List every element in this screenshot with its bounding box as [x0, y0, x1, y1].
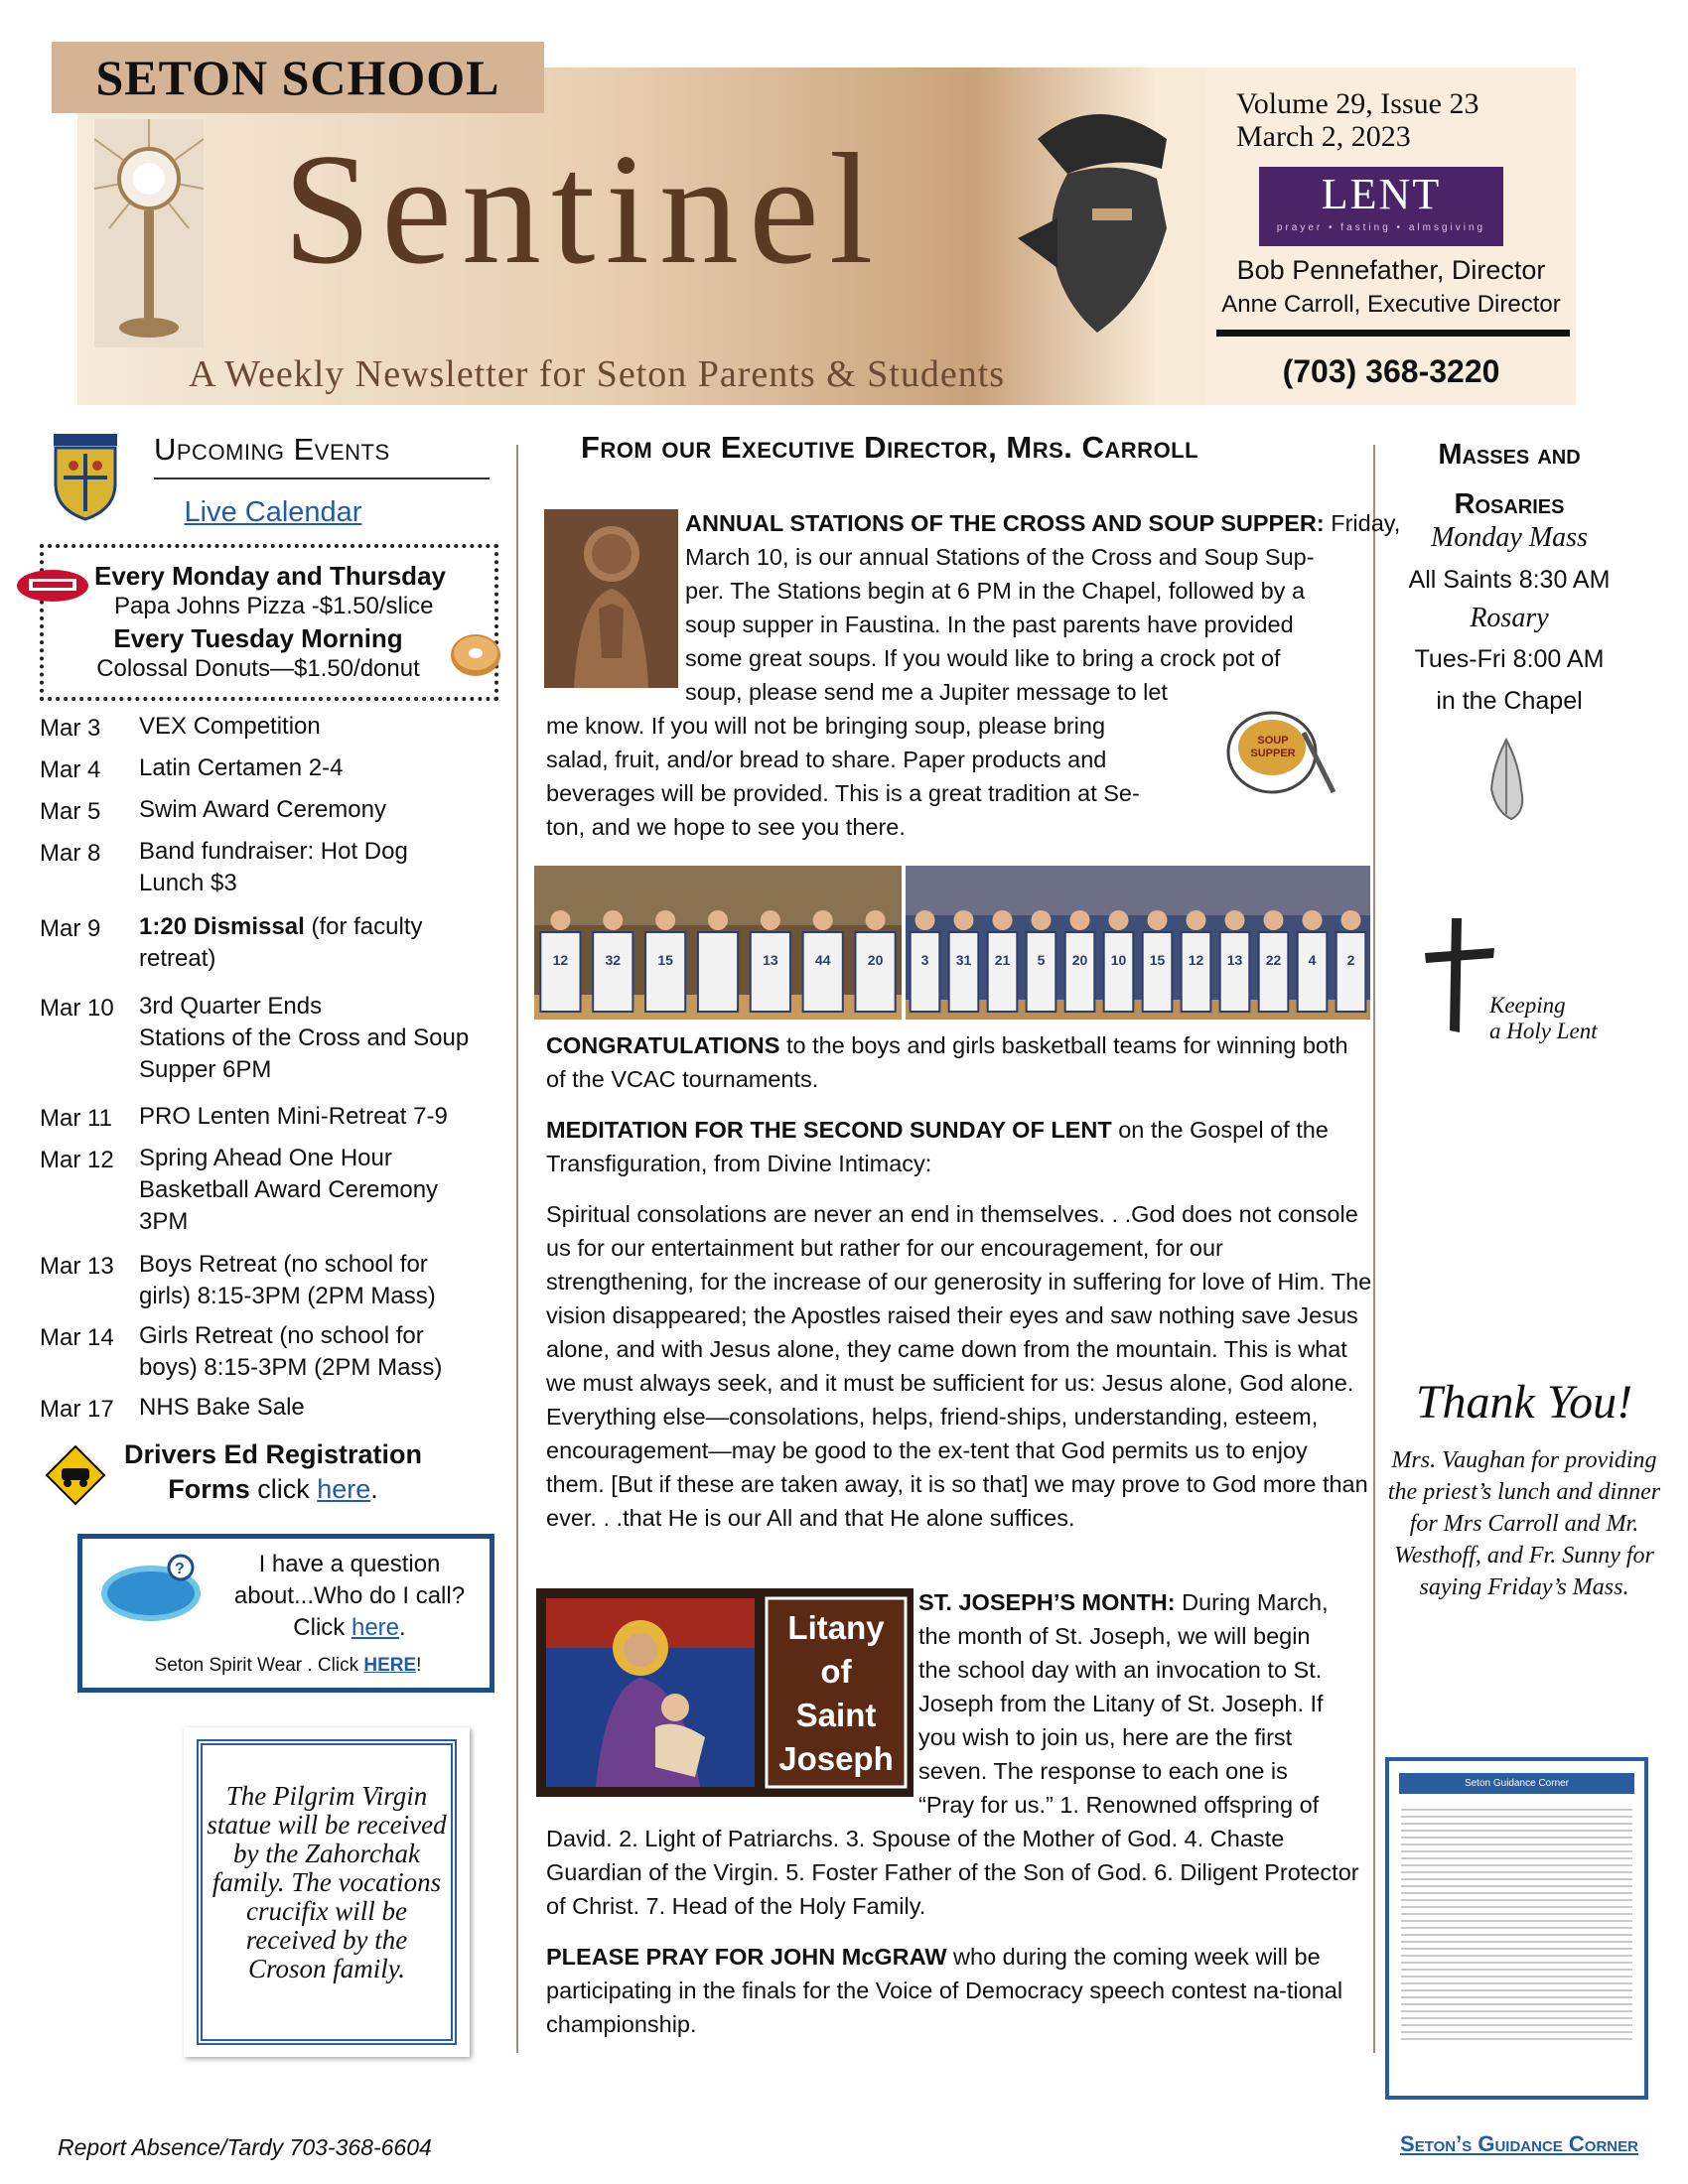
- jersey-number: 12: [1188, 952, 1204, 968]
- event-date: Mar 13: [40, 1253, 114, 1280]
- joseph-text: seven. The response to each one is: [918, 1758, 1288, 1784]
- player-jersey: [751, 932, 790, 1012]
- stations-text: some great soups. If you would like to bring a crock pot of: [685, 645, 1281, 671]
- pilgrim-announcement: The Pilgrim Virgin statue will be received by the Zahorchak family. The vocations crucifix will be received by the Croson family.: [207, 1781, 447, 1983]
- praying-hands-icon: [1472, 735, 1541, 824]
- knight-image: [998, 99, 1196, 338]
- event-text: Boys Retreat (no school for girls) 8:15-3PM (2PM Mass): [139, 1251, 436, 1309]
- monstrance-image: [94, 119, 204, 347]
- player-jersey: [1259, 932, 1289, 1012]
- joseph-heading: ST. JOSEPH’S MONTH:: [918, 1589, 1176, 1615]
- stations-text: salad, fruit, and/or bread to share. Paper products and: [546, 747, 1107, 772]
- event-date: Mar 4: [40, 756, 101, 783]
- guidance-corner-link-text: Seton’s Guidance Corner: [1400, 2131, 1638, 2156]
- issue-date: March 2, 2023: [1236, 120, 1411, 153]
- st-joseph-statue-image: [544, 509, 678, 688]
- player-jersey: [1143, 932, 1173, 1012]
- spirit-wear-end: !: [416, 1655, 422, 1676]
- stations-line-1: [685, 506, 1400, 540]
- joseph-text: you wish to join us, here are the first: [918, 1724, 1293, 1750]
- question-link[interactable]: here: [351, 1614, 400, 1641]
- player-head: [915, 910, 935, 930]
- jersey-number: 12: [552, 952, 569, 968]
- masses-heading-line: Masses and: [1438, 439, 1581, 471]
- rosary-location: in the Chapel: [1436, 687, 1583, 715]
- player-head: [1341, 910, 1361, 930]
- player-jersey: [1182, 932, 1211, 1012]
- drivers-ed-forms: Forms: [168, 1474, 250, 1504]
- event-text: VEX Competition: [139, 713, 321, 740]
- promo-schedule-1: Every Monday and Thursday: [94, 561, 446, 591]
- masses-rosaries-heading: [1390, 430, 1628, 529]
- jersey-number: 20: [1071, 952, 1088, 968]
- player-jersey: [698, 932, 738, 1012]
- event-text: [139, 991, 496, 1086]
- event-text: PRO Lenten Mini-Retreat 7-9: [139, 1103, 448, 1130]
- stations-text: March 10, is our annual Stations of the Cross and Soup Sup-: [685, 544, 1315, 570]
- stations-text: ton, and we hope to see you there.: [546, 814, 906, 840]
- player-head: [655, 910, 675, 930]
- event-text: [139, 911, 477, 975]
- player-jersey: [540, 932, 580, 1012]
- director-name: Bob Pennefather, Director: [1236, 255, 1546, 285]
- joseph-text: During March,: [1182, 1589, 1329, 1615]
- event-date: Mar 3: [40, 715, 101, 742]
- svg-text:?: ?: [175, 1561, 185, 1577]
- jersey-number: 20: [867, 952, 884, 968]
- keeping-line-1: Keeping: [1489, 993, 1566, 1018]
- meditation-quote: Spiritual consolations are never an end in themselves. . .God does not console us for our entertainment but rather for our encouragement, for our strengthening, for the increase of our generosity in suffering for love of Him. The vision disappeared; the Apostles raised their eyes and saw nothing save Jesus alone, and with Jesus alone, they came down from the mountain. This is what we must always seek, and it must be sufficient for us: Jesus alone, God alone. Everything else—consolations, helps, friend-ships, understanding, esteem, encouragement—may be good to the ex-tent that God permits us to enjoy them. [But if these are taken away, it is so that] we may prove to God more than ever. . .that He is our All and that He alone suffices.: [546, 1201, 1372, 1531]
- stations-text: per. The Stations begin at 6 PM in the Chapel, followed by a: [685, 578, 1306, 604]
- spirit-wear-copy: Seton Spirit Wear . Click: [154, 1655, 364, 1676]
- lent-badge-subtitle: prayer • fasting • almsgiving: [1276, 222, 1486, 233]
- player-head: [866, 910, 886, 930]
- event-text-line: Basketball Award Ceremony 3PM: [139, 1176, 439, 1235]
- monday-mass-time: All Saints 8:30 AM: [1408, 566, 1611, 594]
- event-text: Girls Retreat (no school for boys) 8:15-3PM (2PM Mass): [139, 1322, 443, 1381]
- event-text: Band fundraiser: Hot Dog Lunch $3: [139, 838, 408, 896]
- joseph-text: the month of St. Joseph, we will begin: [918, 1623, 1311, 1649]
- drivers-ed-end: .: [370, 1474, 378, 1504]
- donut-icon: [449, 631, 502, 679]
- event-text-rest: (for faculty retreat): [139, 913, 423, 972]
- player-head: [1032, 910, 1052, 930]
- thank-you-heading: Thank You!: [1415, 1376, 1633, 1429]
- question-text: [216, 1549, 483, 1644]
- player-head: [550, 910, 570, 930]
- spirit-wear-link[interactable]: HERE: [363, 1655, 417, 1676]
- jersey-number: 3: [920, 952, 929, 968]
- player-jersey: [1027, 932, 1056, 1012]
- jersey-number: 4: [1308, 952, 1317, 968]
- stations-text: me know. If you will not be bringing soup, please bring: [546, 713, 1106, 739]
- drivers-ed-title: Drivers Ed Registration: [123, 1439, 423, 1469]
- player-jersey: [1298, 932, 1328, 1012]
- live-calendar-link[interactable]: Live Calendar: [184, 496, 362, 528]
- event-text-line: 3rd Quarter Ends: [139, 993, 323, 1020]
- school-phone: (703) 368-3220: [1282, 353, 1500, 389]
- event-date: Mar 10: [40, 995, 114, 1022]
- soup-supper-label: SOUP SUPPER: [1250, 735, 1296, 759]
- litany-word: Joseph: [778, 1740, 894, 1777]
- report-absence-line: Report Absence/Tardy 703-368-6604: [58, 2134, 432, 2160]
- stations-text: Friday,: [1331, 510, 1401, 536]
- player-head: [954, 910, 974, 930]
- any-questions-icon: [99, 1554, 203, 1625]
- executive-director-heading-text: From our Executive Director, Mrs. Carroll: [581, 430, 1199, 465]
- congrats-text: to the boys and girls basketball teams for winning both of the VCAC tournaments.: [546, 1032, 1348, 1092]
- litany-title: [767, 1606, 906, 1781]
- prayer-request-heading: PLEASE PRAY FOR JOHN McGRAW: [546, 1944, 947, 1970]
- meditation-heading: MEDITATION FOR THE SECOND SUNDAY OF LENT: [546, 1117, 1112, 1143]
- guidance-thumb-header: Seton Guidance Corner: [1399, 1773, 1634, 1794]
- stations-text: soup supper in Faustina. In the past parents have provided: [685, 612, 1294, 637]
- meditation-text: on the Gospel of the Transfiguration, from Divine Intimacy:: [546, 1117, 1329, 1176]
- ash-cross-icon: [1420, 913, 1499, 1037]
- guidance-thumb-text-lines: [1401, 1804, 1632, 2042]
- divider: [1216, 330, 1570, 337]
- monday-mass-label: Monday Mass: [1431, 522, 1588, 553]
- promo-offer-2: Colossal Donuts—$1.50/donut: [96, 655, 420, 682]
- joseph-text: the school day with an invocation to St.: [918, 1657, 1323, 1683]
- player-head: [1264, 910, 1284, 930]
- upcoming-events-title: [154, 432, 390, 468]
- executive-director-name: Anne Carroll, Executive Director: [1221, 291, 1561, 318]
- event-date: Mar 17: [40, 1396, 114, 1423]
- player-head: [1148, 910, 1168, 930]
- masses-heading-line: Rosaries: [1454, 488, 1565, 520]
- player-jersey: [593, 932, 633, 1012]
- jersey-number: 2: [1346, 952, 1355, 968]
- player-jersey: [855, 932, 895, 1012]
- player-jersey: [645, 932, 685, 1012]
- congrats-paragraph: [546, 1028, 1350, 1096]
- prayer-request-text: who during the coming week will be participating in the finals for the Voice of Democracy speech contest na-tional championship.: [546, 1944, 1343, 2037]
- question-end: .: [399, 1614, 406, 1641]
- drivers-ed-icon: [45, 1444, 106, 1506]
- event-date: Mar 12: [40, 1147, 114, 1173]
- jersey-number: 5: [1037, 952, 1046, 968]
- event-text: Latin Certamen 2-4: [139, 754, 344, 781]
- stations-text: soup, please send me a Jupiter message to let: [685, 679, 1168, 705]
- litany-word: of: [820, 1653, 852, 1690]
- rosary-time: Tues-Fri 8:00 AM: [1414, 645, 1605, 673]
- player-head: [761, 910, 780, 930]
- litany-image: [536, 1588, 914, 1797]
- joseph-litany-list: David. 2. Light of Patriarchs. 3. Spouse of the Mother of God. 4. Chaste Guardian of the Virgin. 5. Foster Father of the Son of God. 6. Diligent Protector of Christ. 7. Head of the Holy Family.: [546, 1826, 1359, 1919]
- player-jersey: [1220, 932, 1250, 1012]
- player-jersey: [988, 932, 1018, 1012]
- lent-badge: [1259, 167, 1503, 246]
- jersey-number: 10: [1110, 952, 1127, 968]
- drivers-ed-click: click: [249, 1474, 318, 1504]
- question-copy: I have a question about...Who do I call? Click: [233, 1551, 466, 1641]
- thank-you-text: Mrs. Vaughan for providing the priest’s lunch and dinner for Mrs Carroll and Mr. Westhoff, and Fr. Sunny for saying Friday’s Mass.: [1387, 1447, 1661, 1600]
- prayer-request-paragraph: [546, 1940, 1360, 2041]
- event-text-bold: 1:20 Dismissal: [139, 913, 305, 940]
- guidance-corner-thumbnail[interactable]: [1385, 1757, 1648, 2100]
- lent-badge-title: LENT: [1321, 170, 1442, 218]
- event-date: Mar 9: [40, 915, 101, 942]
- drivers-ed-link[interactable]: here: [317, 1474, 371, 1504]
- player-head: [708, 910, 728, 930]
- jersey-number: 22: [1265, 952, 1282, 968]
- player-head: [603, 910, 623, 930]
- player-head: [813, 910, 833, 930]
- jersey-number: 21: [994, 952, 1011, 968]
- player-jersey: [1065, 932, 1095, 1012]
- keeping-line-2: a Holy Lent: [1489, 1019, 1598, 1043]
- jersey-number: 44: [814, 952, 831, 968]
- stations-text: beverages will be provided. This is a great tradition at Se-: [546, 780, 1140, 806]
- litany-word: Litany: [787, 1609, 885, 1646]
- player-head: [993, 910, 1013, 930]
- jersey-number: 15: [1149, 952, 1166, 968]
- joseph-line-1: [918, 1585, 1329, 1619]
- event-text: Swim Award Ceremony: [139, 796, 386, 823]
- jersey-number: 15: [657, 952, 673, 968]
- player-head: [1303, 910, 1323, 930]
- upcoming-events-title-text: Upcoming Events: [154, 432, 390, 467]
- event-date: Mar 5: [40, 798, 101, 825]
- holy-lent-graphic: [1420, 913, 1609, 1052]
- newsletter-tagline: A Weekly Newsletter for Seton Parents & Students: [189, 353, 1006, 395]
- congrats-heading: CONGRATULATIONS: [546, 1032, 780, 1058]
- event-text: NHS Bake Sale: [139, 1394, 305, 1421]
- girls-basketball-photo: [534, 866, 902, 1020]
- joseph-text: Joseph from the Litany of St. Joseph. If: [918, 1691, 1324, 1716]
- upcoming-events-rule: [154, 478, 490, 479]
- soup-supper-icon: [1224, 703, 1338, 802]
- player-jersey: [1336, 932, 1366, 1012]
- event-text-line: Stations of the Cross and Soup Supper 6PM: [139, 1024, 470, 1083]
- meditation-paragraph: [546, 1113, 1350, 1180]
- joseph-text: “Pray for us.” 1. Renowned offspring of: [918, 1792, 1320, 1818]
- litany-word: Saint: [795, 1697, 877, 1733]
- jersey-number: 13: [1226, 952, 1243, 968]
- spirit-wear-text: [79, 1655, 496, 1677]
- event-date: Mar 11: [40, 1105, 112, 1132]
- pizza-logo-icon: [15, 566, 90, 606]
- column-divider-left: [516, 445, 518, 2053]
- jersey-number: 13: [763, 952, 778, 968]
- event-date: Mar 8: [40, 840, 101, 867]
- issue-info: [1236, 87, 1478, 153]
- school-name: SETON SCHOOL: [95, 50, 500, 105]
- promo-offer-1: Papa Johns Pizza -$1.50/slice: [114, 593, 434, 619]
- player-head: [1187, 910, 1206, 930]
- guidance-corner-link[interactable]: [1375, 2131, 1663, 2157]
- drivers-ed-forms-line: [109, 1472, 437, 1507]
- player-head: [1225, 910, 1245, 930]
- player-head: [1070, 910, 1090, 930]
- newsletter-title: Sentinel: [283, 120, 884, 297]
- rosary-label: Rosary: [1470, 603, 1549, 633]
- keeping-holy-lent-text: [1489, 993, 1598, 1044]
- player-jersey: [1104, 932, 1134, 1012]
- stations-heading: ANNUAL STATIONS OF THE CROSS AND SOUP SUPPER:: [685, 510, 1325, 536]
- player-jersey: [911, 932, 940, 1012]
- column-divider-right: [1373, 445, 1375, 2053]
- executive-director-heading: [581, 430, 1198, 466]
- volume-issue: Volume 29, Issue 23: [1236, 87, 1479, 120]
- event-text-line: Spring Ahead One Hour: [139, 1145, 392, 1171]
- player-jersey: [803, 932, 843, 1012]
- player-jersey: [949, 932, 979, 1012]
- boys-basketball-photo: [906, 866, 1370, 1020]
- jersey-number: 31: [955, 952, 972, 968]
- jersey-number: 32: [605, 952, 622, 968]
- drivers-ed-text: [109, 1437, 437, 1507]
- school-crest-icon: [50, 434, 121, 521]
- event-text: [139, 1143, 477, 1238]
- player-head: [1109, 910, 1129, 930]
- event-date: Mar 14: [40, 1324, 114, 1351]
- promo-schedule-2: Every Tuesday Morning: [113, 623, 403, 653]
